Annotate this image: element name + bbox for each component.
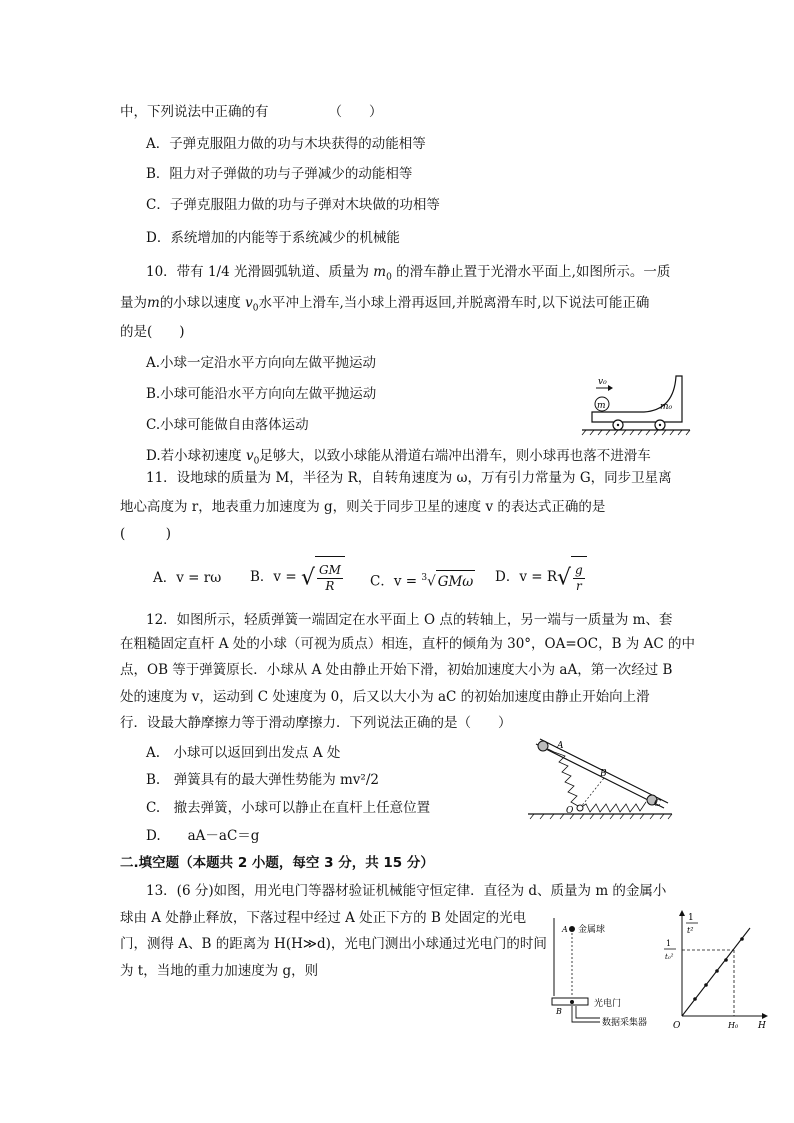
q10-fig-v0: v₀: [598, 377, 607, 387]
q9-tail: 中，下列说法中正确的有: [120, 104, 269, 120]
q12-option-b: B. 弹簧具有的最大弹性势能为 mv²/2: [146, 772, 379, 788]
q11-line1: 11．设地球的质量为 M，半径为 R，自转角速度为 ω，万有引力常量为 G，同步卫星离: [146, 470, 672, 486]
section2-title: 二.填空题（本题共 2 小题，每空 3 分，共 15 分）: [120, 855, 434, 871]
q13-graph-ytick-num: 1: [666, 939, 672, 948]
q11-option-a: A．v = rω: [153, 570, 222, 586]
q11-option-b: B．v = √ $\frac{GM}{R}$: [250, 556, 345, 599]
q11-option-d: D．v = R√ $\frac{g}{r}$: [495, 556, 587, 599]
q10-option-b: B.小球可能沿水平方向向左做平抛运动: [146, 386, 377, 402]
q10-option-d: D.若小球初速度 $v_0$足够大，以致小球能从滑道右端冲出滑车，则小球再也落不进滑车: [146, 448, 651, 467]
q9-tail-line: [120, 102, 383, 122]
q9-option-b: B．阻力对子弹做的功与子弹减少的动能相等: [146, 166, 413, 182]
q13-photogate: [552, 998, 588, 1005]
q13-graph-point: [715, 969, 719, 973]
q9-option-c: C．子弹克服阻力做的功与子弹对木块做的功相等: [146, 197, 440, 213]
q10-fig-m: m: [597, 401, 606, 411]
q12-label-a: A: [557, 741, 564, 751]
q13-photogate-label: 光电门: [594, 999, 622, 1009]
q13-graph-ytick-den: t₀²: [665, 953, 674, 961]
q12-option-a: A. 小球可以返回到出发点 A 处: [146, 745, 341, 761]
q13-graph-ylabel-num: 1: [688, 913, 694, 923]
q9-option-a: A．子弹克服阻力做的功与木块获得的动能相等: [146, 136, 426, 152]
q12-line1: 12．如图所示，轻质弹簧一端固定在水平面上 O 点的转轴上，另一端与一质量为 m、套: [146, 612, 673, 628]
q12-rod-figure: [524, 734, 676, 820]
q13-line3: 门，测得 A、B 的距离为 H(H≫d)，光电门测出小球通过光电门的时间: [120, 936, 547, 952]
q12-line3: 点，OB 等于弹簧原长．小球从 A 处由静止开始下滑，初始加速度大小为 aA，第一次经过 B: [120, 662, 673, 678]
q13-metal-ball-label: 金属球: [578, 925, 606, 935]
q9-answer-paren: （ ）: [328, 104, 383, 120]
q11-line3: ( ): [120, 526, 172, 542]
q12-spring-oa: [548, 749, 578, 806]
q13-graph-xlabel: H: [758, 1021, 766, 1031]
q10-line3: 的是( ): [120, 324, 185, 340]
q13-graph-point: [740, 937, 744, 941]
q12-option-c: C. 撤去弹簧，小球可以静止在直杆上任意位置: [146, 800, 431, 816]
q10-fig-m0: m₀: [660, 402, 673, 412]
q13-graph-point: [724, 958, 728, 962]
q10-line1: 10．带有 1/4 光滑圆弧轨道、质量为 $m_0$ 的滑车静止置于光滑水平面上,如图所示。一质: [146, 264, 671, 283]
q10-option-a: A.小球一定沿水平方向向左做平抛运动: [146, 355, 377, 371]
q13-graph-xtick: H₀: [728, 1021, 739, 1030]
q12-line5: 行．设最大静摩擦力等于滑动摩擦力．下列说法正确的是（ ）: [120, 715, 512, 731]
q13-label-a: A: [562, 925, 568, 934]
q13-graph-origin: O: [673, 1021, 681, 1031]
q10-option-c: C.小球可能做自由落体运动: [146, 417, 309, 433]
q12-ball-a: [538, 741, 548, 751]
q12-line2: 在粗糙固定直杆 A 处的小球（可视为质点）相连，直杆的倾角为 30°，OA=OC，B 为 AC 的中: [120, 636, 695, 652]
q12-label-b: B: [600, 769, 607, 779]
q11-line2: 地心高度为 r，地表重力加速度为 g，则关于同步卫星的速度 v 的表达式正确的是: [120, 499, 606, 515]
q13-line2: 球由 A 处静止释放，下落过程中经过 A 处正下方的 B 处固定的光电: [120, 910, 527, 926]
q13-collector-label: 数据采集器: [602, 1018, 648, 1028]
q10-cart-figure: [580, 372, 692, 436]
q11-option-c: C．v = $^3$√ GMω: [370, 568, 475, 592]
q12-pivot: [577, 805, 583, 811]
q13-apparatus-figure: [548, 918, 668, 1038]
q9-option-d: D．系统增加的内能等于系统减少的机械能: [146, 230, 400, 246]
q12-ob-dash: [580, 778, 604, 808]
q13-graph-point: [693, 997, 697, 1001]
q13-line4: 为 t，当地的重力加速度为 g，则: [120, 963, 319, 979]
q13-label-b: B: [556, 1007, 562, 1016]
q12-spring-oc: [580, 802, 646, 812]
q13-graph-point: [704, 983, 708, 987]
q13-graph-ylabel-den: t²: [687, 926, 694, 935]
q12-label-o: O: [566, 806, 574, 816]
q13-metal-ball: [569, 926, 575, 932]
q13-graph: [662, 908, 772, 1034]
q13-line1: 13．(6 分)如图，用光电门等器材验证机械能守恒定律．直径为 d、质量为 m 的金属小: [146, 883, 667, 899]
q12-option-d: D. aA－aC＝g: [146, 828, 260, 844]
q12-line4: 处的速度为 v，运动到 C 处速度为 0，后又以大小为 aC 的初始加速度由静止开始向上滑: [120, 689, 650, 705]
q12-label-c: C: [654, 799, 661, 809]
q10-line2: 量为m的小球以速度 $v_0$水平冲上滑车,当小球上滑再返回,并脱离滑车时,以下说法可能正确: [120, 295, 650, 314]
